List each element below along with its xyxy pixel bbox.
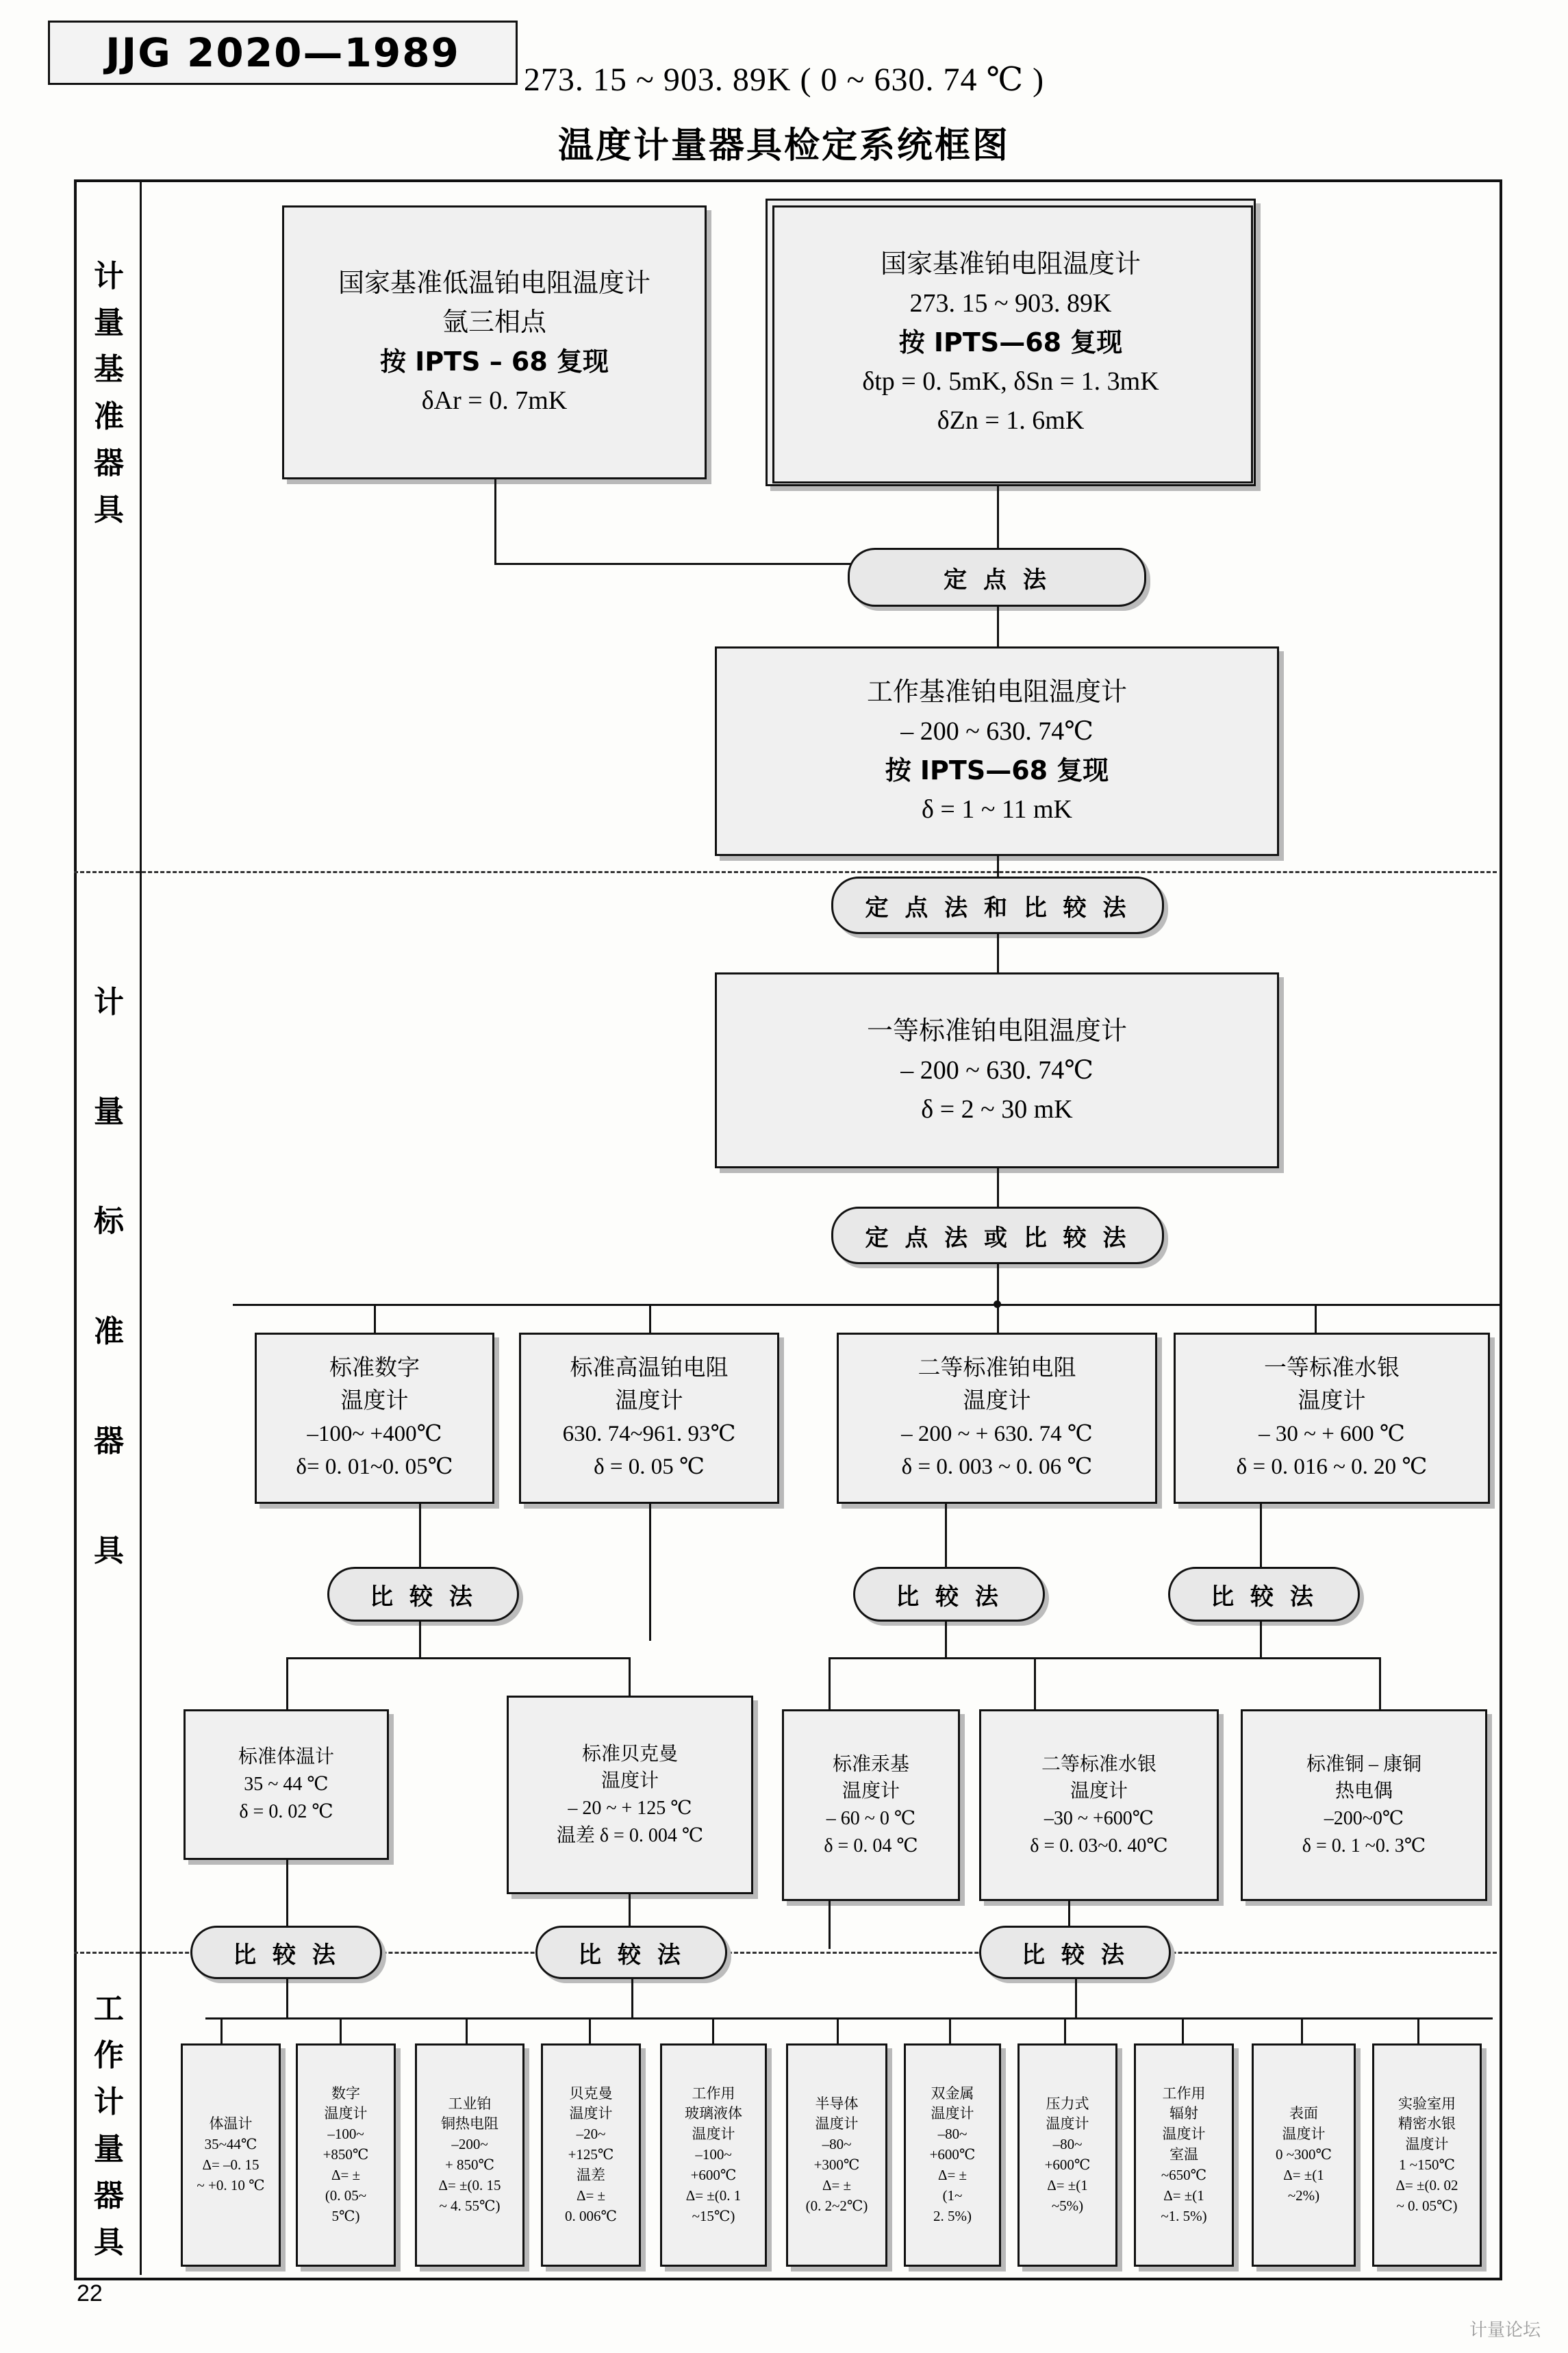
bus-right-compare [1034, 1657, 1379, 1659]
box-national-inner-border [772, 205, 1253, 483]
label-char: 标 [94, 1204, 124, 1240]
box-working-standard-pt: 工作基准铂电阻温度计 – 200 ~ 630. 74℃ 按 IPTS—68 复现 δ = 1 ~ 11 mK [715, 646, 1279, 856]
connector-level4-bus [233, 1304, 1501, 1306]
method-fixed-point: 定 点 法 [848, 548, 1146, 607]
label-char: 工 [94, 1991, 124, 2026]
method-compare-bottom-right: 比 较 法 [979, 1926, 1171, 1979]
page-number: 22 [77, 2280, 103, 2306]
connector-compare-mid-down [945, 1622, 947, 1657]
box-lab-precision-mercury: 实验室用 精密水银 温度计 1 ~150℃ Δ= ±(0. 02 ~ 0. 05℃) [1372, 2043, 1482, 2267]
box-pressure-thermometer: 压力式 温度计 –80~ +600℃ Δ= ±(1 ~5%) [1017, 2043, 1117, 2267]
drop-to-hightemp [649, 1304, 651, 1333]
section-label-working [79, 1986, 138, 2266]
drop-w8 [1064, 2017, 1066, 2043]
drop-w1 [220, 2017, 223, 2043]
label-char: 量 [94, 1094, 124, 1130]
drop-w6 [837, 2017, 839, 2043]
drop-to-digital [374, 1304, 376, 1333]
drop-w2 [340, 2017, 342, 2043]
standard-code-box: JJG 2020—1989 [48, 21, 518, 85]
label-char: 器 [94, 2178, 124, 2213]
drop-to-copper-constantan [1379, 1657, 1381, 1709]
drop-w3 [466, 2017, 468, 2043]
label-char: 计 [94, 2085, 124, 2120]
box-second-class-mercury: 二等标准水银 温度计 –30 ~ +600℃ δ = 0. 03~0. 40℃ [979, 1709, 1219, 1901]
drop-w4 [589, 2017, 591, 2043]
method-compare-bottom-mid: 比 较 法 [535, 1926, 727, 1979]
connector-method3-down [997, 1264, 999, 1304]
connector-method2-to-first-class [997, 934, 999, 972]
method-fixed-and-compare: 定 点 法 和 比 较 法 [831, 877, 1164, 934]
label-char: 量 [94, 2131, 124, 2167]
drop-to-mercury [1315, 1304, 1317, 1333]
method-fixed-or-compare: 定 点 法 或 比 较 法 [831, 1207, 1164, 1264]
temperature-range-line: 273. 15 ~ 903. 89K ( 0 ~ 630. 74 ℃ ) [523, 62, 1045, 98]
method-compare-bottom-left: 比 较 法 [190, 1926, 382, 1979]
section-label-standard [79, 979, 138, 1574]
connector-lowtemp-down [494, 479, 496, 563]
label-char: 器 [94, 445, 124, 481]
label-char: 计 [94, 259, 124, 294]
connector-secondclass-down [945, 1504, 947, 1574]
label-char: 准 [94, 399, 124, 434]
box-standard-mercury-base: 标准汞基 温度计 – 60 ~ 0 ℃ δ = 0. 04 ℃ [782, 1709, 960, 1901]
connector-mercury-down [1260, 1504, 1262, 1574]
label-char: 具 [94, 1533, 124, 1568]
label-char: 量 [94, 305, 124, 341]
connector-firstclass-to-method3 [997, 1168, 999, 1209]
box-standard-digital-thermometer: 标准数字 温度计 –100~ +400℃ δ= 0. 01~0. 05℃ [255, 1333, 494, 1504]
drop-bottom-mid [631, 1979, 633, 2017]
box-surface-thermometer: 表面 温度计 0 ~300℃ Δ= ±(1 ~2%) [1252, 2043, 1356, 2267]
connector-compare-right-down [1260, 1622, 1262, 1657]
page-title: 温度计量器具检定系统框图 [557, 125, 1010, 166]
box-national-pt-rtd: 国家基准铂电阻温度计 273. 15 ~ 903. 89K 按 IPTS—68 复现 δtp = 0. 5mK, δSn = 1. 3mK δZn = 1. 6mK [766, 199, 1256, 486]
drop-bottom-right [1075, 1979, 1077, 2017]
drop-w7 [949, 2017, 951, 2043]
bus-working-instruments [205, 2017, 1493, 2019]
box-standard-copper-constantan: 标准铜 – 康铜 热电偶 –200~0℃ δ = 0. 1 ~0. 3℃ [1241, 1709, 1487, 1901]
section-label-primary [79, 253, 138, 533]
drop-to-body-thermo [286, 1657, 288, 1709]
connector-mercurybase-down [829, 1901, 831, 1949]
label-char: 具 [94, 492, 124, 527]
box-standard-body-thermometer: 标准体温计 35 ~ 44 ℃ δ = 0. 02 ℃ [184, 1709, 389, 1860]
box-industrial-pt-cu-rtd: 工业铂 铜热电阻 –200~ + 850℃ Δ= ±(0. 15 ~ 4. 55℃) [415, 2043, 524, 2267]
drop-w9 [1182, 2017, 1184, 2043]
label-char: 作 [94, 2038, 124, 2074]
drop-w10 [1301, 2017, 1303, 2043]
drop-bottom-left [286, 1979, 288, 2017]
box-working-radiation-thermometer: 工作用 辐射 温度计 室温 ~650℃ Δ= ±(1 ~1. 5%) [1134, 2043, 1234, 2267]
label-char: 器 [94, 1423, 124, 1459]
connector-digital-down [419, 1504, 421, 1574]
method-compare-right: 比 较 法 [1168, 1567, 1360, 1622]
drop-to-mercury-base [829, 1657, 831, 1709]
connector-compare-left-down [419, 1622, 421, 1657]
label-char: 具 [94, 2224, 124, 2260]
label-char: 准 [94, 1313, 124, 1349]
method-compare-left: 比 较 法 [327, 1567, 519, 1622]
box-semiconductor-thermometer: 半导体 温度计 –80~ +300℃ Δ= ± (0. 2~2℃) [786, 2043, 887, 2267]
box-first-class-pt-rtd: 一等标准铂电阻温度计 – 200 ~ 630. 74℃ δ = 2 ~ 30 mK [715, 972, 1279, 1168]
box-first-class-mercury: 一等标准水银 温度计 – 30 ~ + 600 ℃ δ = 0. 016 ~ 0. 20 ℃ [1174, 1333, 1490, 1504]
bus-mid-compare [829, 1657, 1034, 1659]
connector-hightemp-down [649, 1504, 651, 1641]
box-body-thermometer: 体温计 35~44℃ Δ= –0. 15 ~ +0. 10 ℃ [181, 2043, 281, 2267]
drop-w11 [1417, 2017, 1419, 2043]
box-second-class-pt: 二等标准铂电阻 温度计 – 200 ~ + 630. 74 ℃ δ = 0. 003 ~ 0. 06 ℃ [837, 1333, 1157, 1504]
label-column-divider [140, 179, 142, 2275]
box-digital-thermometer: 数字 温度计 –100~ +850℃ Δ= ± (0. 05~ 5℃) [296, 2043, 396, 2267]
box-standard-beckmann: 标准贝克曼 温度计 – 20 ~ + 125 ℃ 温差 δ = 0. 004 ℃ [507, 1696, 753, 1894]
box-working-glass-liquid: 工作用 玻璃液体 温度计 –100~ +600℃ Δ= ±(0. 1 ~15℃) [660, 2043, 767, 2267]
section-separator-1 [74, 871, 1497, 873]
connector-fixedpoint-to-working [997, 607, 999, 646]
box-beckmann-thermometer: 贝克曼 温度计 –20~ +125℃ 温差 Δ= ± 0. 006℃ [541, 2043, 641, 2267]
drop-to-secondclass [997, 1304, 999, 1333]
label-char: 基 [94, 352, 124, 388]
box-national-low-temp-pt: 国家基准低温铂电阻温度计 氩三相点 按 IPTS – 68 复现 δAr = 0. 7mK [282, 205, 707, 479]
box-standard-high-temp-pt: 标准高温铂电阻 温度计 630. 74~961. 93℃ δ = 0. 05 ℃ [519, 1333, 779, 1504]
box-bimetal-thermometer: 双金属 温度计 –80~ +600℃ Δ= ± (1~ 2. 5%) [904, 2043, 1001, 2267]
watermark-text: 计量论坛 [1469, 2320, 1541, 2341]
drop-to-beckmann [629, 1657, 631, 1696]
label-char: 计 [94, 985, 124, 1020]
drop-to-second-mercury [1034, 1657, 1036, 1709]
drop-w5 [712, 2017, 714, 2043]
bus-left-compare [286, 1657, 629, 1659]
method-compare-mid: 比 较 法 [853, 1567, 1045, 1622]
